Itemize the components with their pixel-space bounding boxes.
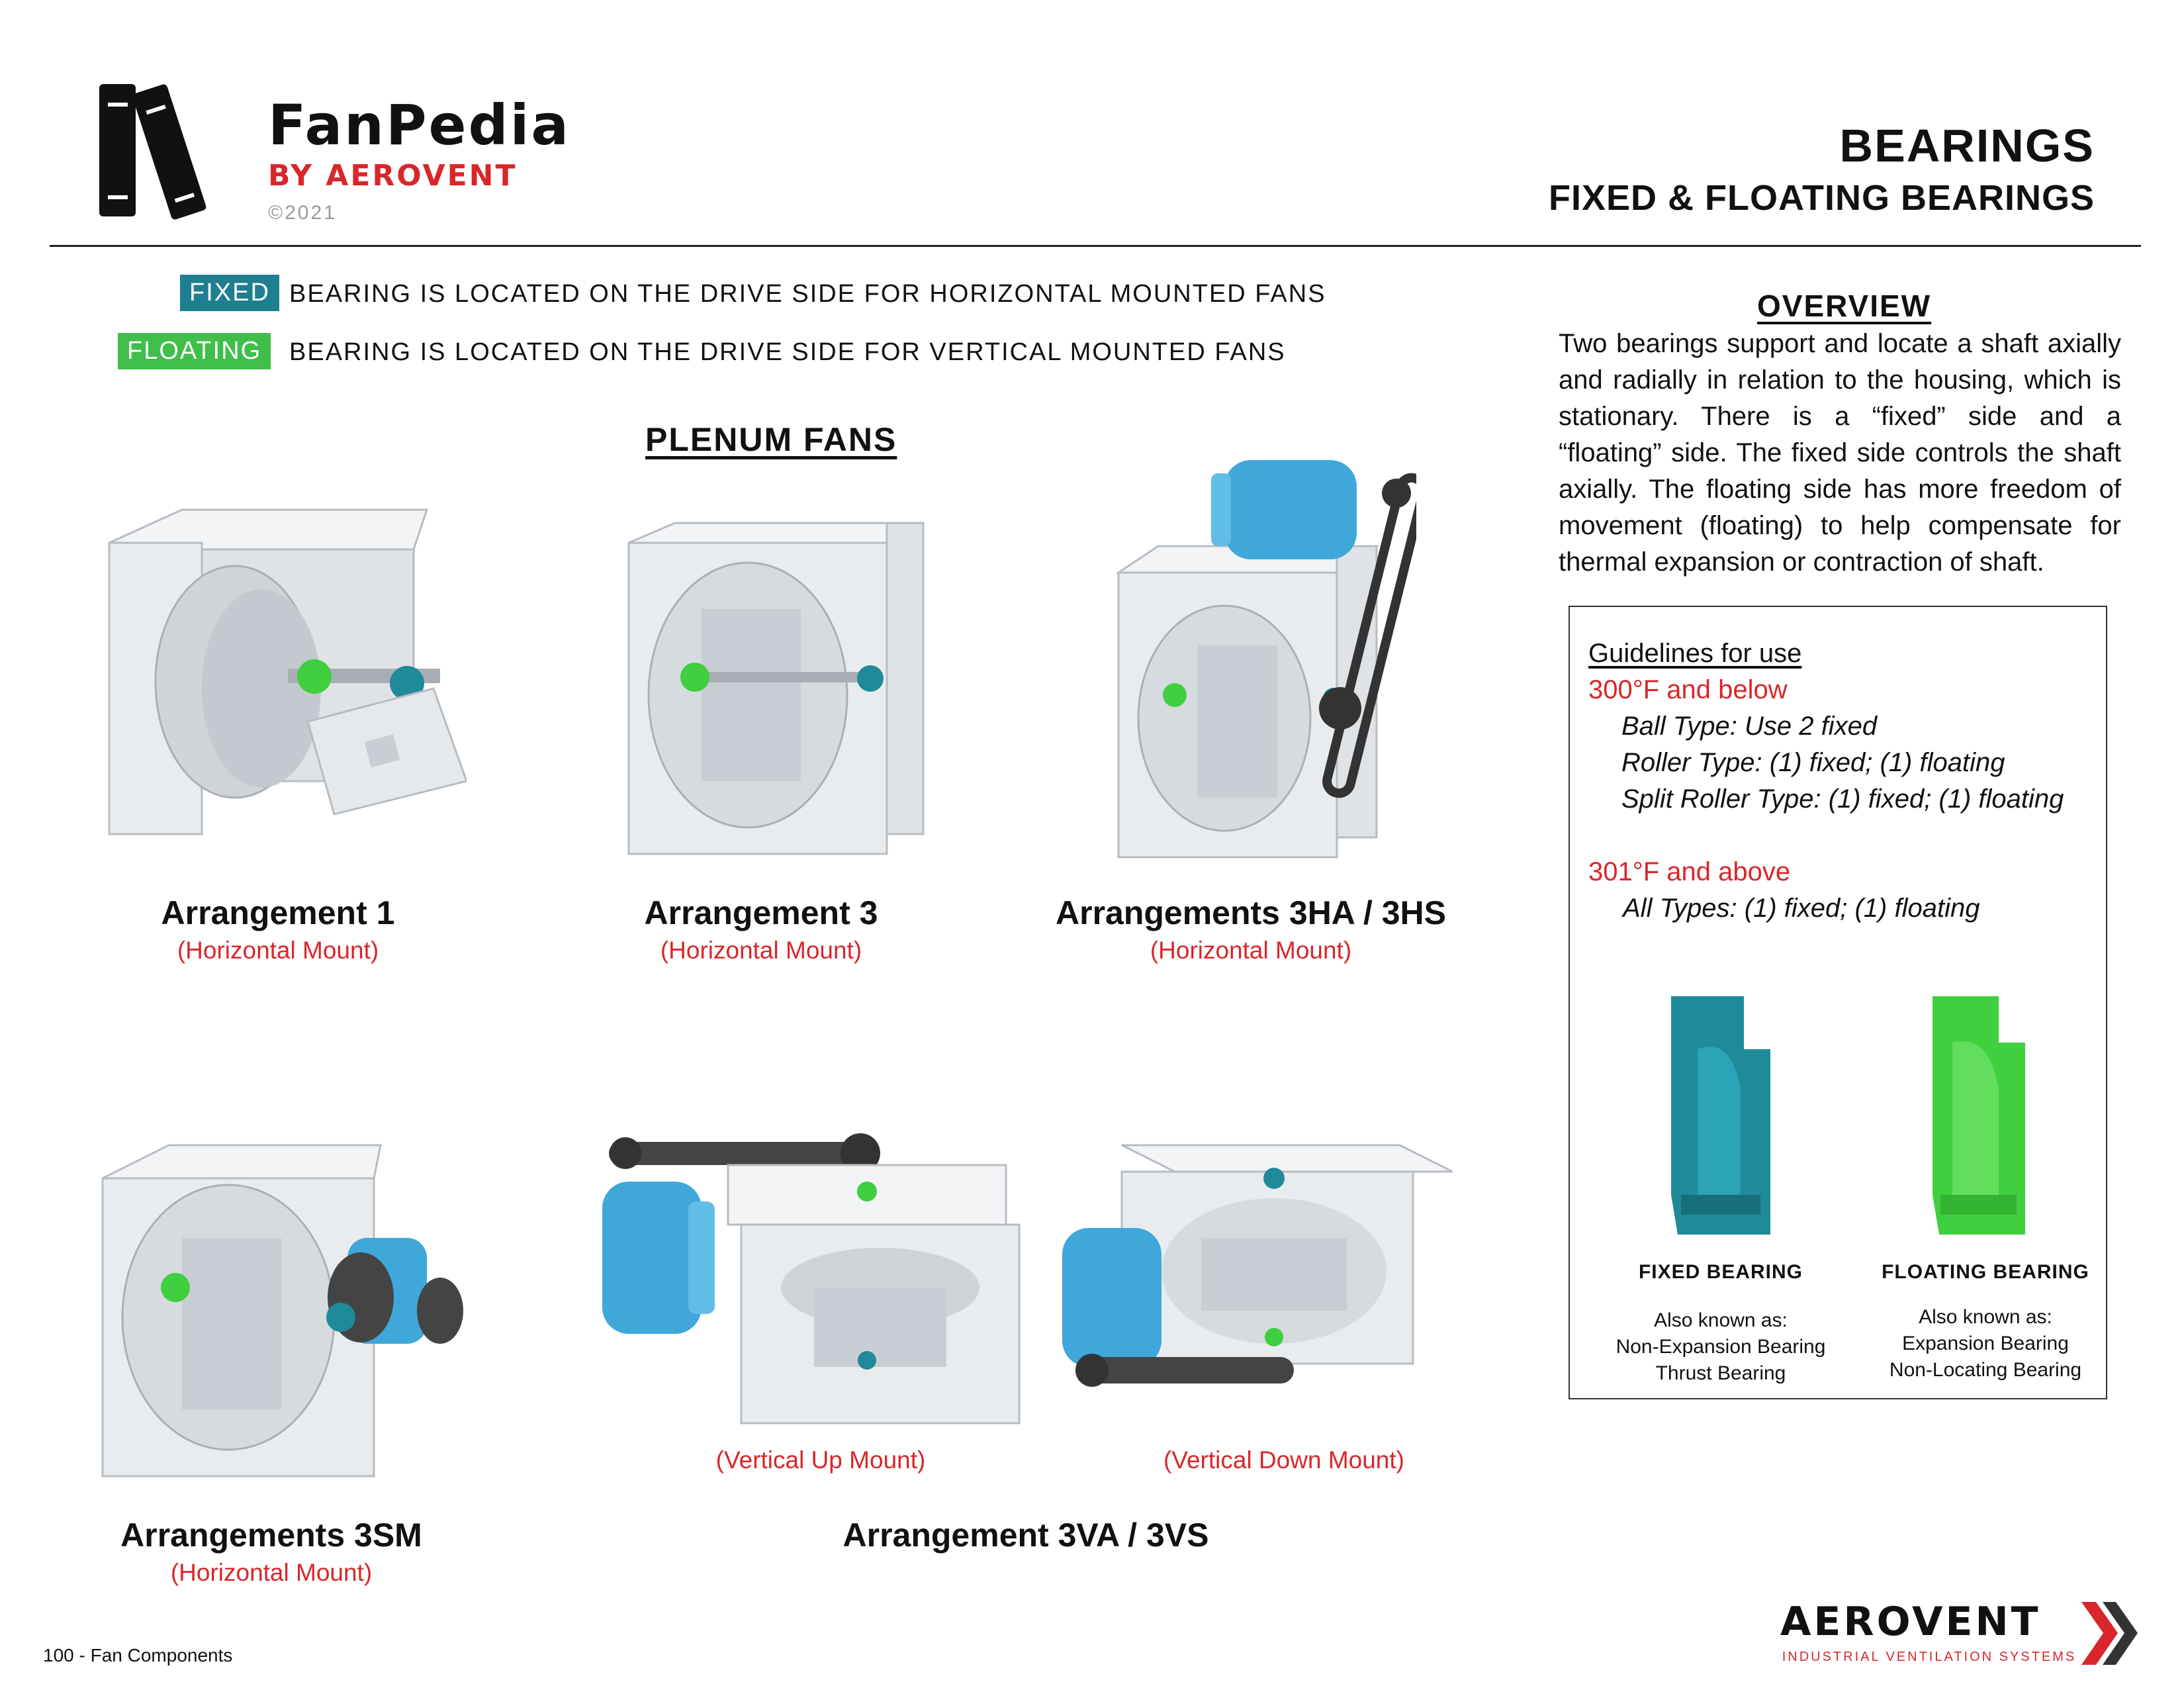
plenum-fans-title: PLENUM FANS: [645, 421, 897, 458]
arrangement-3sm-title: Arrangements 3SM: [120, 1517, 422, 1554]
header-divider: [50, 245, 2141, 247]
floating-bearing-caption: FLOATING BEARING: [1882, 1261, 2089, 1283]
arrangement-3-mount: (Horizontal Mount): [660, 937, 862, 964]
page-subtitle: FIXED & FLOATING BEARINGS: [1548, 178, 2095, 218]
brand-copyright: ©2021: [268, 202, 337, 224]
aerovent-tagline: INDUSTRIAL VENTILATION SYSTEMS: [1782, 1650, 2077, 1664]
floating-bearing-aka: Expansion Bearing: [1902, 1333, 2069, 1354]
guidelines-title: Guidelines for use: [1588, 639, 1802, 668]
fixed-bearing-aka: Non-Expansion Bearing: [1615, 1336, 1826, 1358]
low-temp-item: Roller Type: (1) fixed; (1) floating: [1621, 748, 2005, 777]
low-temp-heading: 300°F and below: [1588, 675, 1788, 704]
books-logo-icon: [96, 76, 238, 222]
arrangement-1-image: [96, 503, 467, 847]
floating-bearing-image: [1933, 996, 2032, 1235]
floating-bearing-aka-label: Also known as:: [1919, 1306, 2052, 1328]
high-temp-item: All Types: (1) fixed; (1) floating: [1623, 894, 1980, 923]
fixed-bearing-image: [1671, 996, 1777, 1235]
fixed-description: BEARING IS LOCATED ON THE DRIVE SIDE FOR HORIZONTAL MOUNTED FANS: [289, 280, 1326, 308]
floating-bearing-aka: Non-Locating Bearing: [1889, 1359, 2082, 1381]
vertical-down-mount: (Vertical Down Mount): [1163, 1446, 1404, 1474]
overview-title: OVERVIEW: [1757, 289, 1932, 323]
brand-subtitle: BY AEROVENT: [268, 159, 518, 193]
overview-paragraph: Two bearings support and locate a shaft axially and radially in relation to the housing, which is stationary. There is a “fixed” side and a “floating” side. The fixed side controls the shaft axially. The floating side has more freedom of movement (floating) to help compensate for thermal expansion or contraction of shaft.: [1559, 329, 2121, 577]
fixed-tag: FIXED: [180, 275, 279, 311]
arrangement-3va-3vs-title: Arrangement 3VA / 3VS: [842, 1517, 1209, 1554]
page-title: BEARINGS: [1839, 120, 2095, 171]
arrangement-3sm-image: [96, 1139, 467, 1483]
overview-text: [1559, 326, 2121, 581]
low-temp-item: Ball Type: Use 2 fixed: [1621, 712, 1878, 741]
arrangement-3ha-3hs-mount: (Horizontal Mount): [1150, 937, 1352, 964]
arrangement-1-title: Arrangement 1: [161, 894, 395, 931]
arrangement-3-title: Arrangement 3: [644, 894, 878, 931]
vertical-up-mount: (Vertical Up Mount): [715, 1446, 926, 1474]
arrangement-3va-image: [596, 1129, 1046, 1433]
fixed-bearing-aka: Thrust Bearing: [1655, 1362, 1786, 1384]
brand-title: FanPedia: [268, 93, 571, 158]
arrangement-3ha-3hs-image: [1112, 453, 1416, 864]
low-temp-item: Split Roller Type: (1) fixed; (1) floating: [1621, 784, 2064, 814]
arrangement-3vs-image: [1056, 1139, 1453, 1423]
page-number: 100 - Fan Components: [43, 1645, 233, 1665]
arrangement-3sm-mount: (Horizontal Mount): [170, 1559, 373, 1586]
fixed-bearing-caption: FIXED BEARING: [1638, 1261, 1803, 1283]
arrangement-3-image: [622, 516, 933, 861]
floating-description: BEARING IS LOCATED ON THE DRIVE SIDE FOR VERTICAL MOUNTED FANS: [289, 338, 1286, 366]
aerovent-chevron-icon: [2081, 1602, 2141, 1665]
aerovent-wordmark: AEROVENT: [1780, 1599, 2041, 1645]
arrangement-3ha-3hs-title: Arrangements 3HA / 3HS: [1056, 894, 1446, 931]
arrangement-1-mount: (Horizontal Mount): [177, 937, 379, 964]
high-temp-heading: 301°F and above: [1588, 857, 1791, 886]
fixed-bearing-aka-label: Also known as:: [1654, 1309, 1788, 1331]
floating-tag: FLOATING: [118, 333, 271, 369]
